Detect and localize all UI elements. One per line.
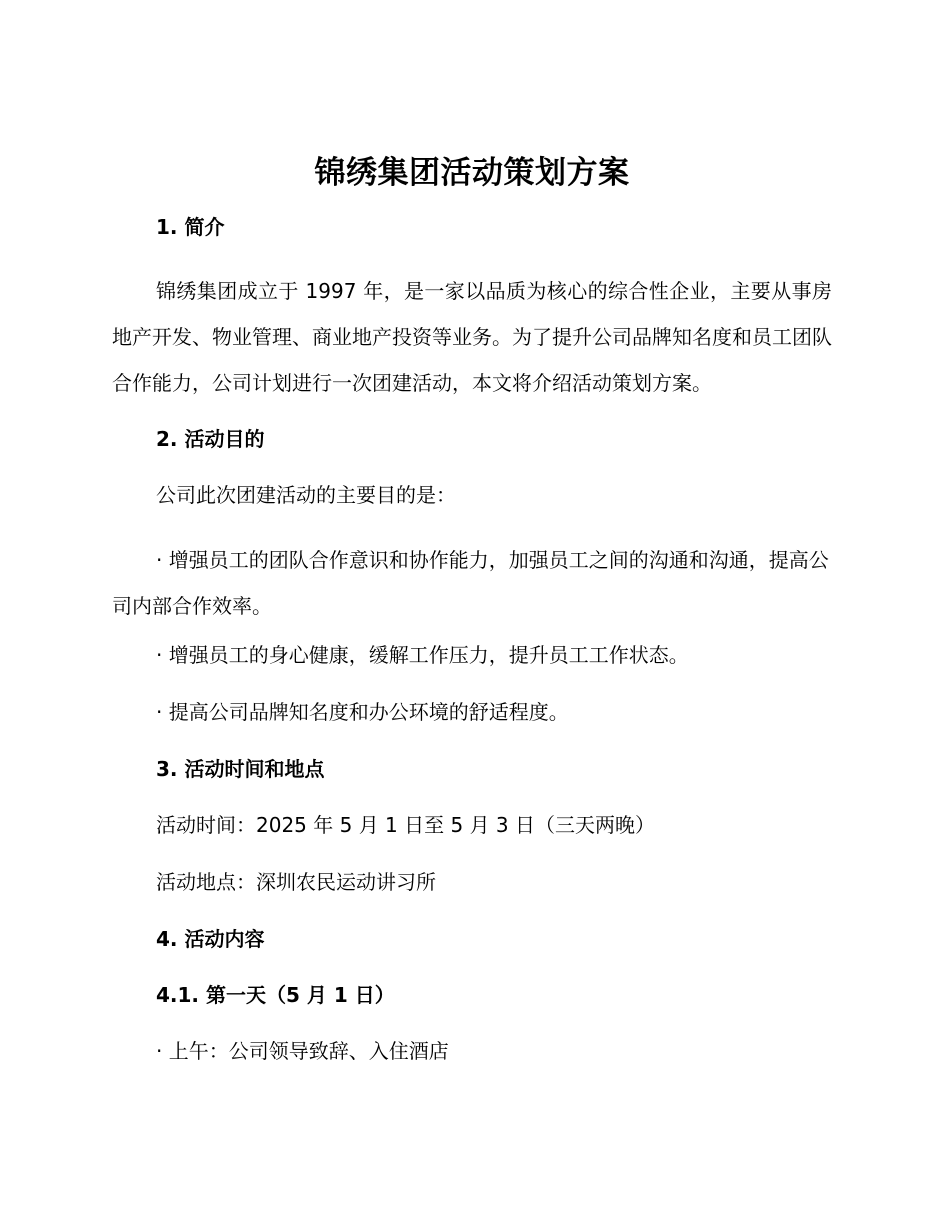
- goals-item-1: · 增强员工的团队合作意识和协作能力，加强员工之间的沟通和沟通，提高公司内部合作效率。: [112, 548, 829, 618]
- section-heading-goals: 2. 活动目的: [156, 427, 265, 451]
- goals-item-2: · 增强员工的身心健康，缓解工作压力，提升员工工作状态。: [156, 643, 689, 667]
- goals-lead: 公司此次团建活动的主要目的是：: [156, 483, 456, 507]
- section-heading-time-place: 3. 活动时间和地点: [156, 757, 325, 781]
- document-content: [112, 150, 832, 1093]
- goals-item-3: · 提高公司品牌知名度和办公环境的舒适程度。: [156, 700, 569, 724]
- document-title: 锦绣集团活动策划方案: [314, 155, 630, 191]
- day1-item-1: · 上午：公司领导致辞、入住酒店: [156, 1039, 449, 1063]
- intro-paragraph: 锦绣集团成立于 1997 年，是一家以品质为核心的综合性企业，主要从事房地产开发、物业管理、商业地产投资等业务。为了提升公司品牌知名度和员工团队合作能力，公司计划进行一次团建活动，本文将介绍活动策划方案。: [112, 279, 832, 395]
- activity-time: 活动时间：2025 年 5 月 1 日至 5 月 3 日（三天两晚）: [156, 813, 656, 837]
- activity-place: 活动地点：深圳农民运动讲习所: [156, 870, 436, 894]
- section-heading-intro: 1. 简介: [156, 215, 225, 239]
- section-heading-content: 4. 活动内容: [156, 927, 265, 951]
- subsection-heading-day1: 4.1. 第一天（5 月 1 日）: [156, 983, 395, 1007]
